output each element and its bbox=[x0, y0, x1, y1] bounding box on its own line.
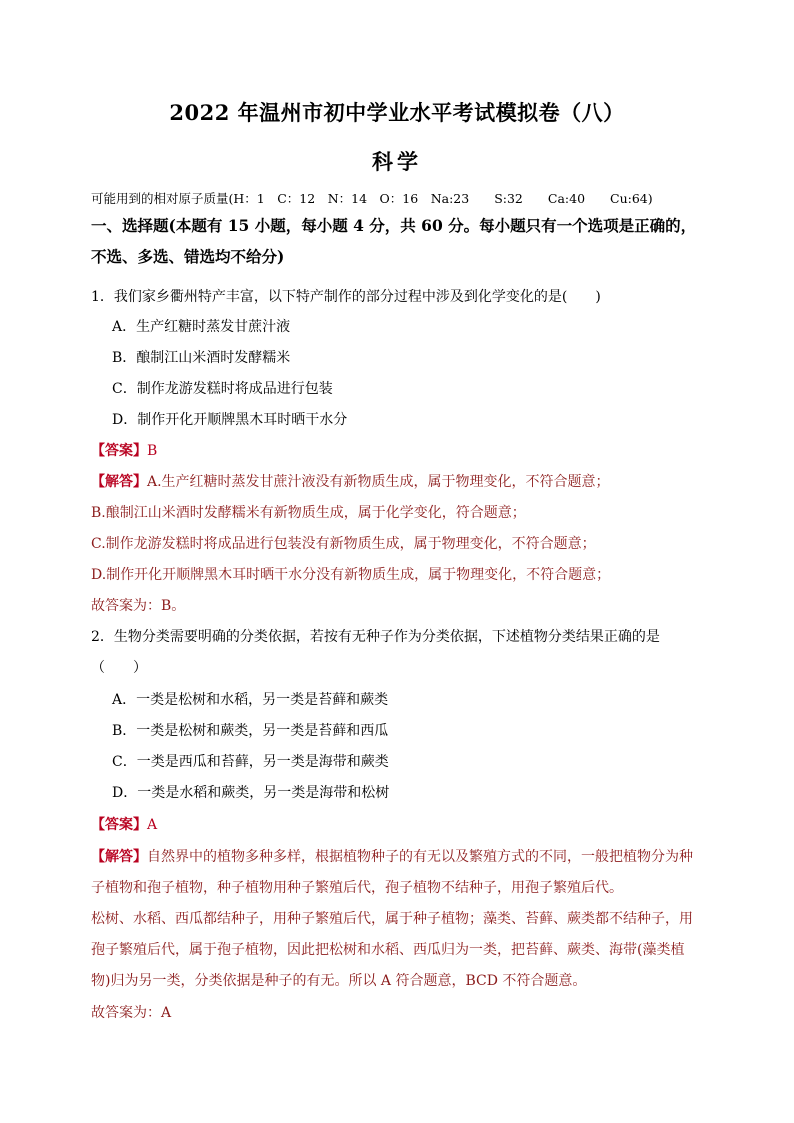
q2-stem-line2: （ ） bbox=[91, 660, 147, 676]
section-heading-line2: 不选、多选、错选均不给分) bbox=[91, 247, 285, 266]
q2-analysis-line1 bbox=[91, 846, 693, 866]
q2-analysis-line3: 松树、水稻、西瓜都结种子，用种子繁殖后代，属于种子植物；藻类、苔藓、蕨类都不结种子，用 bbox=[91, 911, 693, 927]
q2-answer bbox=[91, 814, 157, 834]
q2-option-d: D．一类是水稻和蕨类，另一类是海带和松树 bbox=[112, 785, 390, 801]
q1-analysis-line2: B.酿制江山米酒时发酵糯米有新物质生成，属于化学变化，符合题意； bbox=[91, 505, 526, 521]
section-heading-line1: 一、选择题(本题有 15 小题，每小题 4 分，共 60 分。每小题只有一个选项是正确的， bbox=[91, 216, 697, 235]
answer-label: 【答案】 bbox=[91, 443, 147, 459]
q1-analysis-line4: D.制作开化开顺牌黑木耳时晒干水分没有新物质生成，属于物理变化，不符合题意； bbox=[91, 567, 611, 583]
analysis-label: 【解答】 bbox=[91, 849, 147, 865]
q2-analysis-line4: 孢子繁殖后代，属于孢子植物，因此把松树和水稻、西瓜归为一类，把苔藓、蕨类、海带(藻类植 bbox=[91, 942, 685, 958]
q1-option-b: B．酿制江山米酒时发酵糯米 bbox=[112, 350, 291, 366]
q1-option-a: A．生产红糖时蒸发甘蔗汁液 bbox=[112, 319, 291, 335]
answer-value: A bbox=[147, 817, 158, 833]
q1-option-d: D．制作开化开顺牌黑木耳时晒干水分 bbox=[112, 412, 348, 428]
q2-analysis-line5: 物)归为另一类，分类依据是种子的有无。所以 A 符合题意，BCD 不符合题意。 bbox=[91, 973, 587, 989]
q1-option-c: C．制作龙游发糕时将成品进行包装 bbox=[112, 381, 333, 397]
q1-analysis-line3: C.制作龙游发糕时将成品进行包装没有新物质生成，属于物理变化，不符合题意； bbox=[91, 536, 596, 552]
analysis-text: A.生产红糖时蒸发甘蔗汁液没有新物质生成，属于物理变化，不符合题意； bbox=[147, 474, 610, 490]
q2-option-c: C．一类是西瓜和苔藓，另一类是海带和蕨类 bbox=[112, 754, 389, 770]
q2-final-answer: 故答案为：A bbox=[91, 1005, 172, 1021]
page-title: 2022 年温州市初中学业水平考试模拟卷（八） bbox=[169, 100, 625, 125]
answer-label: 【答案】 bbox=[91, 817, 147, 833]
q1-stem: 1．我们家乡衢州特产丰富，以下特产制作的部分过程中涉及到化学变化的是( ) bbox=[91, 289, 601, 305]
atomic-masses: 可能用到的相对原子质量(H：1 C：12 N：14 O：16 Na:23 S:32 Ca:40 Cu:64) bbox=[91, 191, 653, 206]
q2-option-b: B．一类是松树和蕨类，另一类是苔藓和西瓜 bbox=[112, 723, 389, 739]
answer-value: B bbox=[147, 443, 158, 459]
q2-option-a: A．一类是松树和水稻，另一类是苔藓和蕨类 bbox=[112, 692, 389, 708]
q1-analysis-line1 bbox=[91, 471, 610, 491]
analysis-label: 【解答】 bbox=[91, 474, 147, 490]
q1-answer bbox=[91, 440, 157, 460]
q2-analysis-line2: 子植物和孢子植物，种子植物用种子繁殖后代，孢子植物不结种子，用孢子繁殖后代。 bbox=[91, 880, 623, 896]
analysis-text: 自然界中的植物多种多样，根据植物种子的有无以及繁殖方式的不同，一般把植物分为种 bbox=[147, 849, 693, 865]
q2-stem-line1: 2．生物分类需要明确的分类依据，若按有无种子作为分类依据，下述植物分类结果正确的是 bbox=[91, 629, 660, 645]
q1-final-answer: 故答案为：B。 bbox=[91, 598, 186, 614]
subject-title: 科学 bbox=[372, 149, 422, 174]
